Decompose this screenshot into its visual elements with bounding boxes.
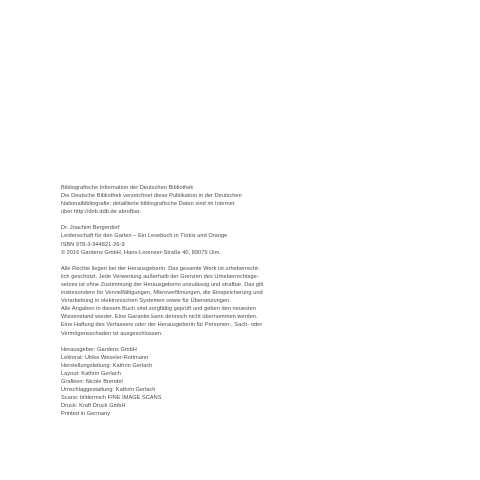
bibliographic-line: Nationalbibliografie; detaillierte bibliografische Daten sind im Internet [61, 201, 235, 208]
credit-line: Herausgeber: Gardens GmbH [61, 346, 137, 353]
credit-line: Herstellungsleitung: Kathrin Gerlach [61, 362, 153, 369]
rights-line: Vermögensschaden ist ausgeschlossen. [61, 330, 163, 337]
rights-line: Eine Haftung des Verfassers oder der Herausgeberin für Personen-, Sach- oder [61, 322, 263, 329]
rights-line: Wissenstand wieder. Eine Garantie kann dennoch nicht übernommen werden. [61, 314, 258, 321]
credit-line: Druck: Kraft Druck GmbH [61, 403, 126, 410]
credit-line: Printed in Germany [61, 411, 111, 418]
credit-line: Lektorat: Ulrike Weseler-Rottmann [61, 354, 149, 361]
copyright-line: © 2016 Gardens GmbH, Hans-Lorenser-Straße 40, 89079 Ulm. [61, 249, 221, 256]
author-line: Dr. Joachim Bergerdorf [61, 225, 120, 232]
bibliographic-line: Bibliografische Information der Deutschen Bibliothek [61, 185, 194, 191]
rights-line: Alle Angaben in diesem Buch sind sorgfältig geprüft und geben den neuesten [61, 306, 256, 313]
credit-line: Layout: Kathrin Gerlach [61, 370, 121, 377]
rights-line: setzes ist ohne Zustimmung der Herausgeberin unzulässig und strafbar. Das gilt [61, 281, 264, 288]
bibliographic-line: über http://dnb.ddb.de abrufbar. [61, 209, 141, 216]
imprint-text [61, 184, 361, 418]
bibliographic-line: Die Deutsche Bibliothek verzeichnet diese Publikation in der Deutschen [61, 193, 242, 200]
credit-line: Scans: bildermich FINE IMAGE SCANS [61, 395, 162, 402]
credit-line: Umschlaggestaltung: Kathrin Gerlach [61, 387, 156, 394]
credits-list [61, 346, 361, 419]
rights-line: insbesondere für Vervielfältigungen, Mikroverfilmungen, die Einspeicherung und [61, 290, 263, 297]
rights-notice [61, 265, 361, 338]
credit-line: Grafiken: Nicole Brendel [61, 378, 123, 385]
bibliographic-info [61, 184, 361, 216]
book-title-line: Leidenschaft für den Garten – Ein Lesebuch in Türkis und Orange [61, 233, 228, 240]
publication-info [61, 224, 361, 256]
rights-line: lich geschützt. Jede Verwertung außerhalb der Grenzen des Urheberrechtsge- [61, 273, 259, 280]
rights-line: Alle Rechte liegen bei der Herausgeberin. Das gesamte Werk ist urheberrecht- [61, 265, 260, 272]
isbn-line: ISBN 978-3-944821-26-9 [61, 241, 125, 248]
rights-line: Verarbeitung in elektronischen Systemen sowie für Übersetzungen. [61, 298, 231, 305]
